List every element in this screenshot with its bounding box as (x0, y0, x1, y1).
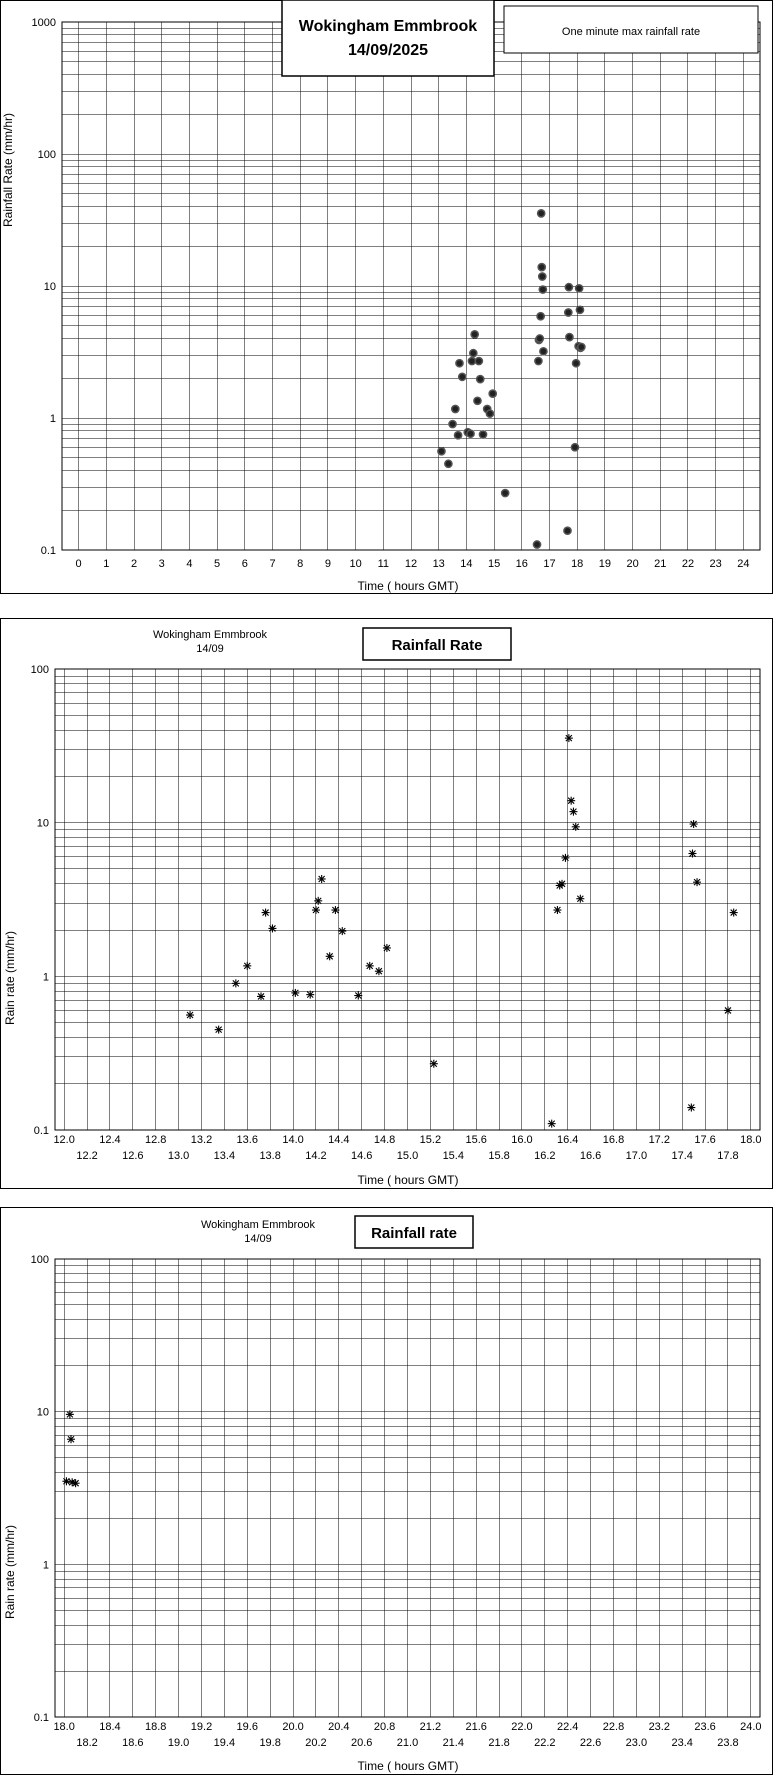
x-tick-label: 15.6 (465, 1134, 487, 1146)
x-tick-label: 21.4 (442, 1737, 464, 1749)
chart-date: 14/09 (244, 1233, 272, 1245)
data-point (454, 432, 461, 439)
x-tick-label: 14.0 (282, 1134, 304, 1146)
chart-title: Rainfall Rate (391, 637, 483, 654)
data-point (257, 992, 265, 1000)
x-tick-label: 23.2 (648, 1721, 670, 1733)
x-tick-label: 15 (487, 558, 501, 570)
data-point (306, 991, 314, 999)
data-point (475, 357, 482, 364)
x-tick-label: 20.6 (351, 1737, 373, 1749)
x-tick-label: 11 (377, 558, 390, 570)
data-point (314, 897, 322, 905)
x-tick-label: 19.4 (213, 1737, 236, 1749)
x-tick-label: 20 (626, 558, 639, 570)
x-tick-label: 6 (241, 558, 248, 570)
y-tick-label: 1000 (31, 17, 56, 29)
x-tick-label: 2 (130, 558, 138, 570)
data-point (688, 850, 696, 858)
x-tick-label: 18.2 (76, 1737, 98, 1749)
x-tick-label: 15.2 (419, 1134, 442, 1146)
data-point (567, 797, 575, 805)
x-tick-label: 16.2 (534, 1150, 556, 1162)
panel-frame (1, 619, 773, 1189)
x-tick-label: 23.0 (625, 1737, 648, 1749)
chart-svg-daily (0, 0, 773, 595)
data-point (479, 431, 486, 438)
chart-svg-evening (0, 1207, 773, 1775)
chart-panel-evening (0, 1207, 773, 1775)
data-point (565, 734, 573, 742)
data-point (262, 909, 270, 917)
x-tick-label: 14.2 (305, 1150, 327, 1162)
x-tick-label: 23 (709, 558, 722, 570)
y-tick-label: 10 (36, 817, 49, 830)
data-point (62, 1477, 70, 1485)
x-tick-label: 10 (349, 558, 362, 570)
y-tick-label: 1 (49, 413, 56, 425)
data-point (486, 410, 493, 417)
chart-svg-afternoon (0, 618, 773, 1190)
x-tick-label: 15.0 (396, 1150, 419, 1162)
x-tick-label: 1 (103, 558, 110, 570)
data-point (243, 962, 251, 970)
y-tick-label: 10 (36, 1406, 49, 1419)
data-point (452, 405, 459, 412)
data-point (540, 348, 547, 355)
x-tick-label: 19 (598, 558, 612, 570)
x-tick-label: 12.4 (99, 1134, 121, 1146)
x-tick-label: 13.0 (167, 1150, 190, 1162)
data-point (539, 286, 546, 293)
data-point (535, 357, 542, 364)
data-point (318, 875, 326, 883)
data-point (693, 878, 701, 886)
x-tick-label: 13.6 (236, 1134, 258, 1146)
x-tick-label: 24 (737, 558, 750, 570)
data-point (538, 264, 545, 271)
data-point (474, 397, 481, 404)
x-tick-label: 16.6 (579, 1150, 602, 1162)
data-point (572, 823, 580, 831)
data-point (467, 430, 474, 437)
x-tick-label: 16.8 (602, 1134, 625, 1146)
data-point (565, 284, 572, 291)
x-tick-label: 22.6 (579, 1737, 602, 1749)
x-tick-label: 12.8 (145, 1134, 167, 1146)
x-tick-label: 16.4 (557, 1134, 579, 1146)
data-point (354, 992, 362, 1000)
data-point (690, 820, 698, 828)
x-tick-label: 20.4 (328, 1721, 350, 1733)
data-point (571, 444, 578, 451)
chart-date: 14/09 (196, 643, 224, 655)
x-tick-label: 14.6 (351, 1150, 373, 1162)
x-tick-label: 18.6 (122, 1737, 144, 1749)
x-tick-label: 17.4 (671, 1150, 693, 1162)
x-tick-label: 23.8 (717, 1737, 739, 1749)
y-tick-label: 100 (30, 664, 49, 676)
x-tick-label: 19.8 (259, 1737, 281, 1749)
data-point (538, 210, 545, 217)
data-point (312, 906, 320, 914)
data-point (375, 967, 383, 975)
legend-label: One minute max rainfall rate (561, 26, 701, 38)
title-box (363, 628, 511, 660)
y-tick-label: 10 (43, 281, 56, 293)
x-tick-label: 20.2 (305, 1737, 327, 1749)
x-axis-label: Time ( hours GMT) (357, 1173, 459, 1187)
x-tick-label: 18 (571, 558, 584, 570)
data-point (67, 1435, 75, 1443)
x-tick-label: 12.2 (76, 1150, 98, 1162)
data-point (268, 924, 276, 932)
x-tick-label: 19.0 (167, 1737, 190, 1749)
title-box (355, 1216, 473, 1248)
y-tick-label: 0.1 (33, 1125, 49, 1137)
x-tick-label: 17.2 (648, 1134, 670, 1146)
x-tick-label: 21.0 (396, 1737, 419, 1749)
x-tick-label: 16 (515, 558, 528, 570)
data-point (326, 952, 334, 960)
data-point (564, 527, 571, 534)
x-tick-label: 19.6 (236, 1721, 258, 1733)
data-point (724, 1006, 732, 1014)
x-tick-label: 22.0 (511, 1721, 533, 1733)
data-point (553, 906, 561, 914)
data-point (366, 962, 374, 970)
station-name: Wokingham Emmbrook (200, 1219, 316, 1231)
data-point (186, 1011, 194, 1019)
x-tick-label: 14 (460, 558, 473, 570)
y-axis-label: Rain rate (mm/hr) (3, 930, 17, 1026)
y-tick-label: 1 (42, 1559, 49, 1572)
x-tick-label: 4 (186, 558, 193, 570)
x-tick-label: 18.0 (740, 1134, 762, 1146)
x-tick-label: 22.8 (602, 1721, 625, 1733)
x-tick-label: 13.8 (259, 1150, 281, 1162)
x-axis-label: Time ( hours GMT) (357, 579, 459, 593)
x-tick-label: 16.0 (511, 1134, 533, 1146)
x-tick-label: 13 (432, 558, 445, 570)
x-tick-label: 9 (324, 558, 331, 570)
data-point (536, 335, 543, 342)
x-tick-label: 22.4 (557, 1721, 579, 1733)
x-tick-label: 20.8 (373, 1721, 396, 1733)
data-point (489, 390, 496, 397)
chart-title: Rainfall rate (371, 1225, 457, 1242)
x-tick-label: 0 (75, 558, 82, 570)
x-tick-label: 23.6 (694, 1721, 716, 1733)
panel-frame (1, 1208, 773, 1775)
x-tick-label: 15.4 (442, 1150, 464, 1162)
data-point (548, 1120, 556, 1128)
x-tick-label: 14.4 (328, 1134, 350, 1146)
data-point (291, 989, 299, 997)
x-tick-label: 18.0 (53, 1721, 75, 1733)
data-point (572, 360, 579, 367)
data-point (66, 1410, 74, 1418)
chart-panel-daily (0, 0, 773, 595)
data-point (468, 357, 475, 364)
station-name: Wokingham Emmbrook (152, 629, 268, 641)
legend-box (504, 6, 758, 53)
data-point (331, 906, 339, 914)
x-tick-label: 22.2 (534, 1737, 556, 1749)
x-tick-label: 20.0 (282, 1721, 304, 1733)
y-tick-label: 100 (30, 1254, 49, 1266)
chart-panel-afternoon (0, 618, 773, 1190)
x-tick-label: 12.0 (53, 1134, 75, 1146)
y-tick-label: 1 (42, 971, 49, 984)
title-box (282, 0, 494, 76)
data-point (477, 376, 484, 383)
data-point (383, 944, 391, 952)
x-tick-label: 22 (681, 558, 695, 570)
x-axis-label: Time ( hours GMT) (357, 1759, 459, 1773)
x-tick-label: 23.4 (671, 1737, 693, 1749)
data-point (533, 541, 540, 548)
data-point (502, 489, 509, 496)
y-axis-label: Rain rate (mm/hr) (3, 1524, 17, 1620)
x-tick-label: 21 (654, 558, 667, 570)
data-point (438, 448, 445, 455)
data-point (449, 420, 456, 427)
data-point (215, 1026, 223, 1034)
x-tick-label: 14.8 (373, 1134, 396, 1146)
x-tick-label: 18.4 (99, 1721, 121, 1733)
panel-frame (1, 1, 773, 594)
x-tick-label: 13.4 (213, 1150, 236, 1162)
data-point (730, 909, 738, 917)
x-tick-label: 5 (214, 558, 221, 570)
data-point (445, 460, 452, 467)
data-point (565, 309, 572, 316)
x-tick-label: 8 (297, 558, 304, 570)
x-tick-label: 12 (404, 558, 418, 570)
x-tick-label: 18.8 (145, 1721, 167, 1733)
chart-date: 14/09/2025 (347, 42, 429, 59)
x-tick-label: 13.2 (190, 1134, 213, 1146)
x-tick-label: 21.6 (465, 1721, 487, 1733)
data-point (471, 331, 478, 338)
chart-title: Wokingham Emmbrook (298, 18, 478, 35)
data-point (558, 880, 566, 888)
x-tick-label: 17 (543, 558, 556, 570)
data-point (539, 273, 546, 280)
x-tick-label: 17.6 (694, 1134, 716, 1146)
data-point (430, 1060, 438, 1068)
data-point (569, 808, 577, 816)
data-point (576, 306, 583, 313)
data-point (456, 360, 463, 367)
data-point (576, 285, 583, 292)
data-point (566, 334, 573, 341)
data-point (687, 1104, 695, 1112)
data-point (537, 313, 544, 320)
y-tick-label: 100 (37, 149, 56, 161)
data-point (578, 343, 585, 350)
y-tick-label: 0.1 (40, 545, 56, 557)
x-tick-label: 17.8 (717, 1150, 739, 1162)
x-tick-label: 24.0 (740, 1721, 762, 1733)
data-point (561, 854, 569, 862)
y-axis-label: Rainfall Rate (mm/hr) (1, 112, 15, 228)
data-point (470, 350, 477, 357)
x-tick-label: 7 (269, 558, 276, 570)
data-point (459, 373, 466, 380)
data-point (576, 895, 584, 903)
data-point (72, 1479, 80, 1487)
y-tick-label: 0.1 (33, 1712, 49, 1724)
x-tick-label: 21.2 (419, 1721, 442, 1733)
x-tick-label: 21.8 (488, 1737, 510, 1749)
data-point (338, 927, 346, 935)
x-tick-label: 17.0 (625, 1150, 648, 1162)
x-tick-label: 15.8 (488, 1150, 510, 1162)
data-point (232, 979, 240, 987)
x-tick-label: 3 (158, 558, 165, 570)
x-tick-label: 12.6 (122, 1150, 144, 1162)
x-tick-label: 19.2 (190, 1721, 213, 1733)
